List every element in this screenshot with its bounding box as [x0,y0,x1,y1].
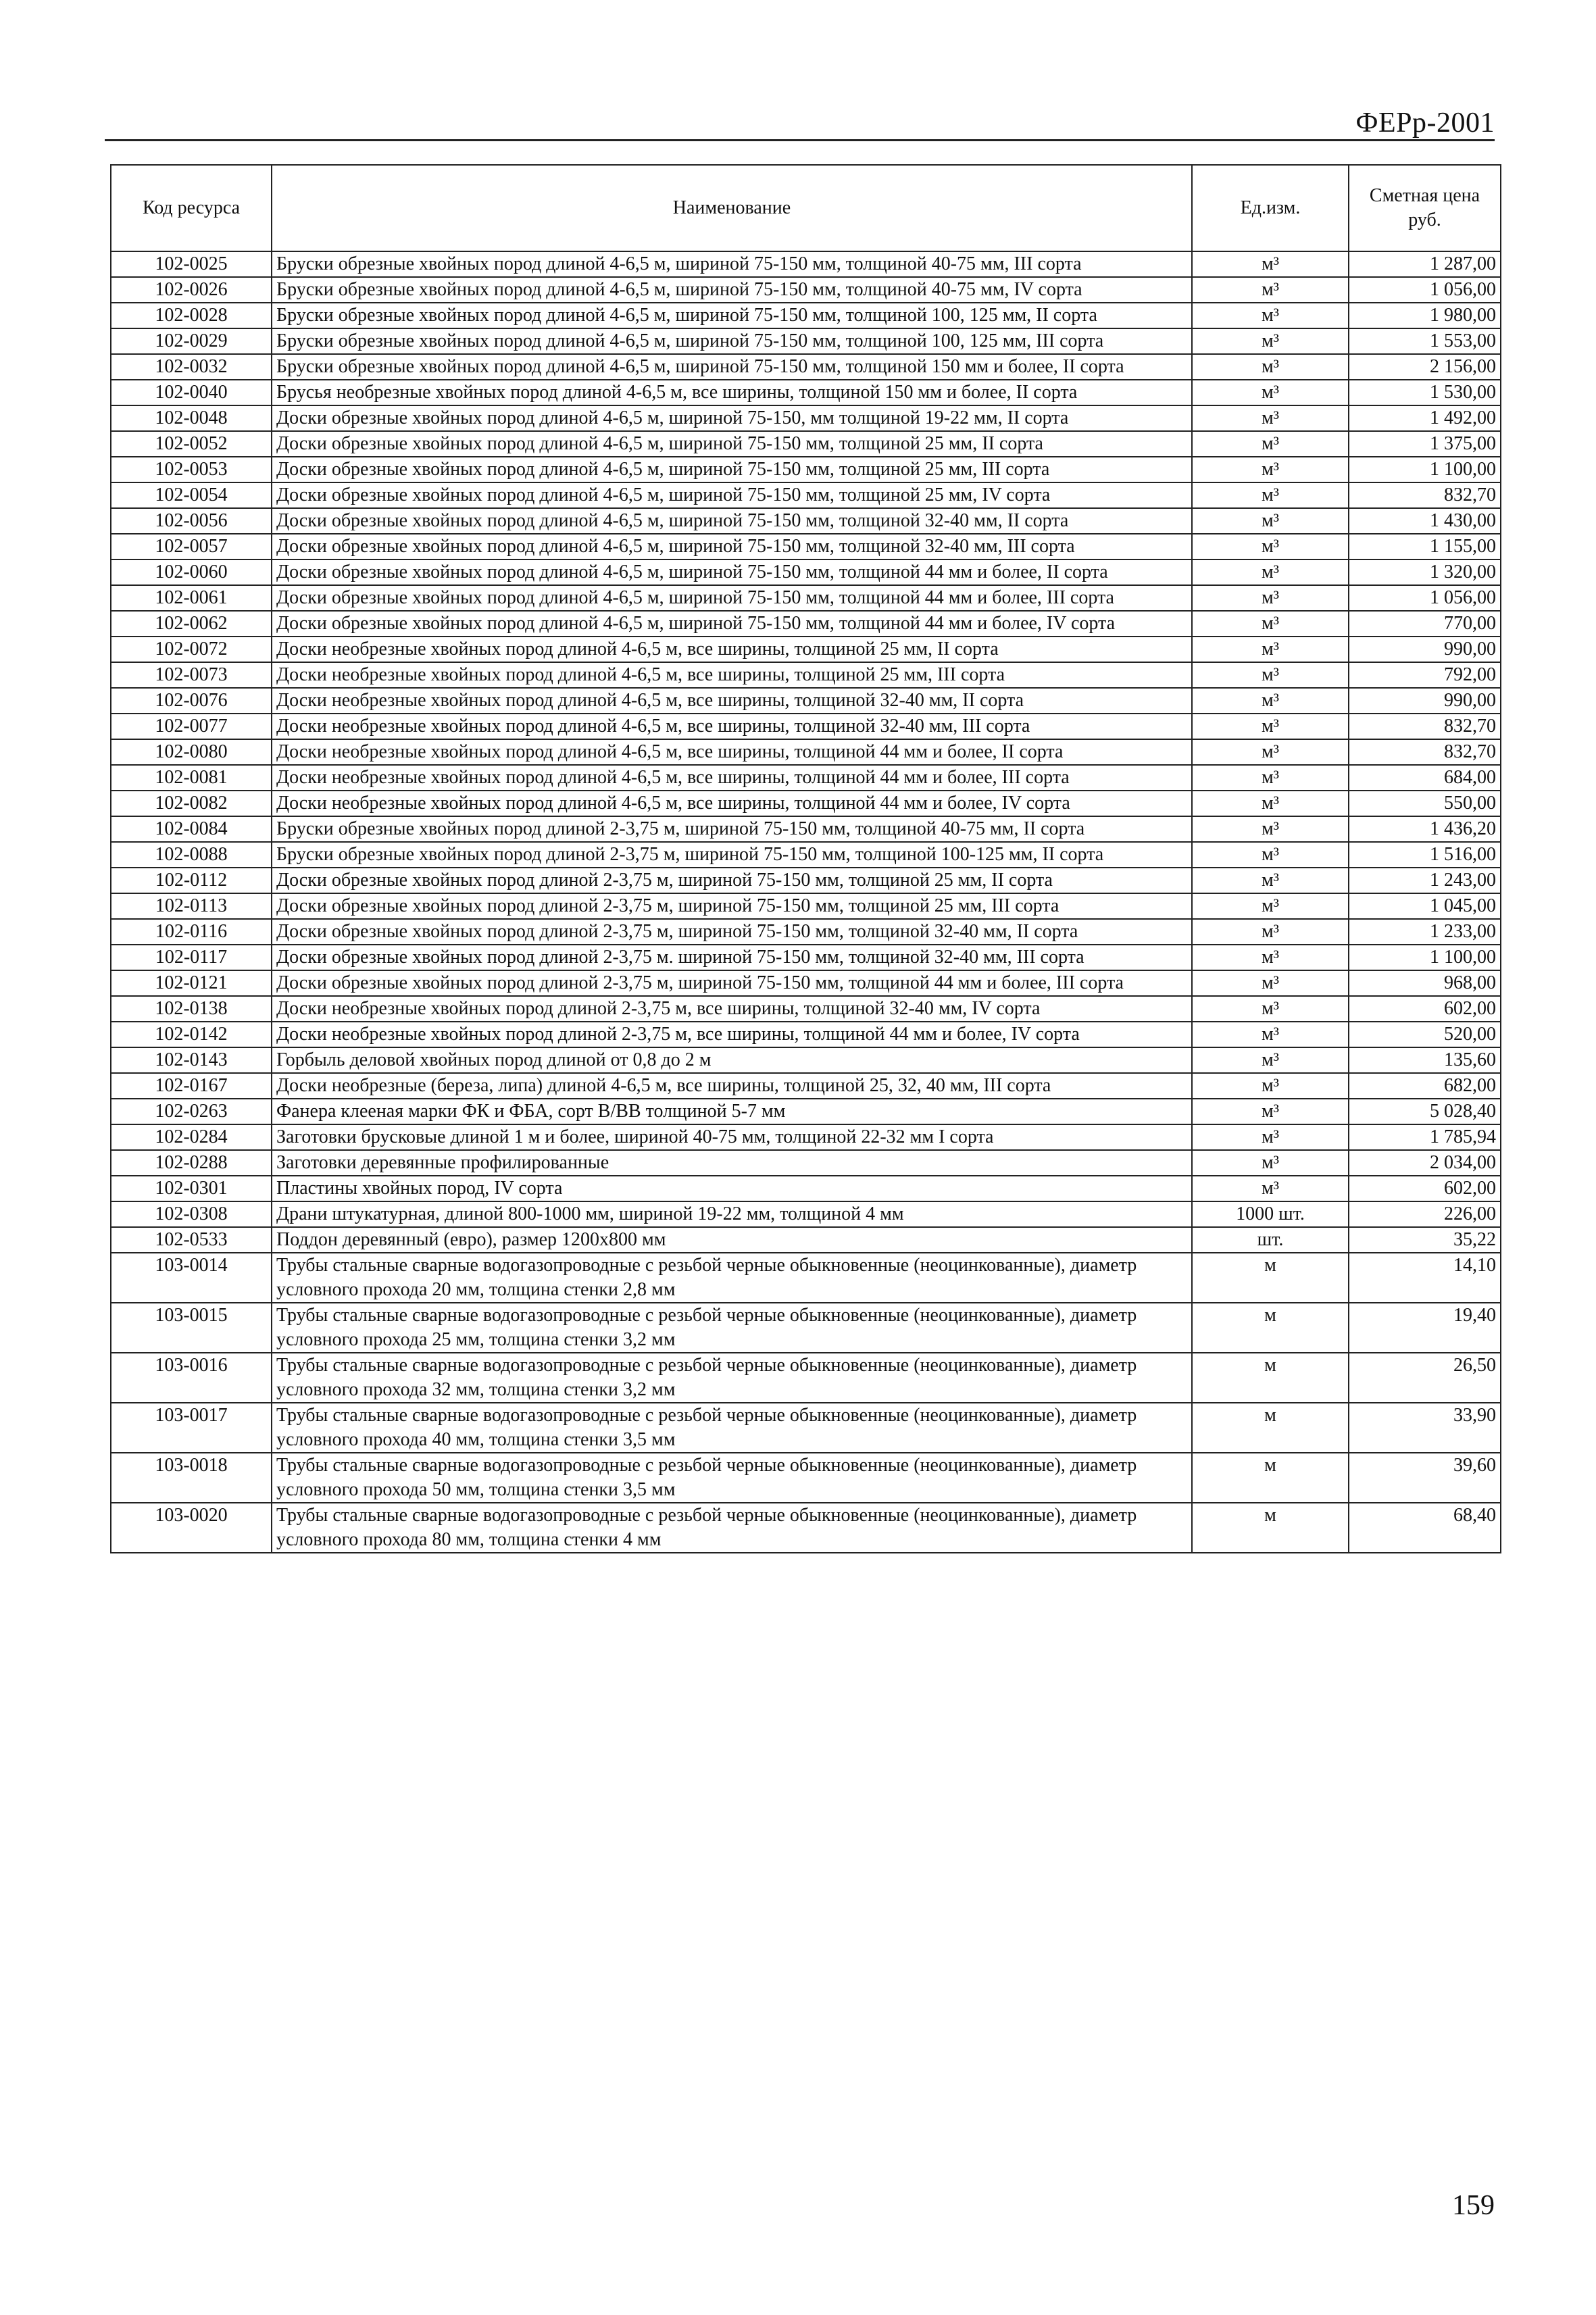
resource-code-cell: 102-0301 [111,1176,272,1201]
resource-code-cell: 103-0014 [111,1253,272,1303]
resource-name-cell: Бруски обрезные хвойных пород длиной 4-6,5 м, шириной 75-150 мм, толщиной 100, 125 мм, II сорта [272,303,1192,328]
unit-cell: м³ [1192,559,1349,585]
unit-cell: м³ [1192,1124,1349,1150]
resource-name-cell: Поддон деревянный (евро), размер 1200х800 мм [272,1227,1192,1253]
price-cell: 1 243,00 [1349,868,1501,893]
resource-code-cell: 102-0057 [111,534,272,559]
table-row [111,945,1501,970]
document-title: ФЕРр-2001 [1355,107,1495,139]
price-cell: 1 100,00 [1349,945,1501,970]
price-cell: 684,00 [1349,765,1501,791]
price-cell: 2 156,00 [1349,354,1501,380]
resource-name-cell: Трубы стальные сварные водогазопроводные с резьбой черные обыкновенные (неоцинкованные), диаметр условного прохода 25 мм, толщина стенки 3,2 мм [272,1303,1192,1353]
resource-code-cell: 102-0142 [111,1022,272,1047]
price-cell: 1 785,94 [1349,1124,1501,1150]
resource-code-cell: 102-0073 [111,662,272,688]
price-cell: 1 430,00 [1349,508,1501,534]
resource-code-cell: 102-0062 [111,611,272,637]
resource-name-cell: Трубы стальные сварные водогазопроводные с резьбой черные обыкновенные (неоцинкованные), диаметр условного прохода 32 мм, толщина стенки 3,2 мм [272,1353,1192,1403]
price-cell: 832,70 [1349,714,1501,739]
resource-name-cell: Бруски обрезные хвойных пород длиной 4-6,5 м, шириной 75-150 мм, толщиной 40-75 мм, IV сорта [272,277,1192,303]
price-cell: 226,00 [1349,1201,1501,1227]
price-cell: 35,22 [1349,1227,1501,1253]
unit-cell: м³ [1192,1099,1349,1124]
table-row [111,816,1501,842]
table-header-row [111,165,1501,251]
resource-name-cell: Брусья необрезные хвойных пород длиной 4-6,5 м, все ширины, толщиной 150 мм и более, II сорта [272,380,1192,405]
price-cell: 1 553,00 [1349,328,1501,354]
column-header-name: Наименование [272,165,1192,251]
table-row [111,868,1501,893]
unit-cell: м³ [1192,611,1349,637]
unit-cell: м³ [1192,380,1349,405]
table-row [111,380,1501,405]
resource-code-cell: 102-0060 [111,559,272,585]
unit-cell: м [1192,1403,1349,1453]
column-header-price: Сметная цена руб. [1349,165,1501,251]
price-cell: 2 034,00 [1349,1150,1501,1176]
price-cell: 68,40 [1349,1503,1501,1553]
price-cell: 1 530,00 [1349,380,1501,405]
table-row [111,1303,1501,1353]
resource-code-cell: 102-0138 [111,996,272,1022]
resource-name-cell: Бруски обрезные хвойных пород длиной 4-6,5 м, шириной 75-150 мм, толщиной 150 мм и более, II сорта [272,354,1192,380]
price-cell: 26,50 [1349,1353,1501,1403]
resource-name-cell: Доски обрезные хвойных пород длиной 4-6,5 м, шириной 75-150 мм, толщиной 44 мм и более, II сорта [272,559,1192,585]
table-row [111,1099,1501,1124]
unit-cell: м³ [1192,868,1349,893]
resource-name-cell: Доски необрезные хвойных пород длиной 4-6,5 м, все ширины, толщиной 25 мм, III сорта [272,662,1192,688]
resource-code-cell: 102-0084 [111,816,272,842]
price-cell: 832,70 [1349,739,1501,765]
unit-cell: м³ [1192,970,1349,996]
table-row [111,1073,1501,1099]
unit-cell: м³ [1192,431,1349,457]
resource-code-cell: 102-0116 [111,919,272,945]
price-cell: 5 028,40 [1349,1099,1501,1124]
resource-code-cell: 102-0263 [111,1099,272,1124]
table-row [111,996,1501,1022]
price-cell: 792,00 [1349,662,1501,688]
unit-cell: м³ [1192,637,1349,662]
table-row [111,662,1501,688]
resource-name-cell: Доски обрезные хвойных пород длиной 4-6,5 м, шириной 75-150 мм, толщиной 32-40 мм, II сорта [272,508,1192,534]
table-row [111,482,1501,508]
unit-cell: шт. [1192,1227,1349,1253]
resource-name-cell: Доски обрезные хвойных пород длиной 4-6,5 м, шириной 75-150 мм, толщиной 44 мм и более, III сорта [272,585,1192,611]
resource-code-cell: 102-0080 [111,739,272,765]
resource-name-cell: Доски необрезные хвойных пород длиной 4-6,5 м, все ширины, толщиной 32-40 мм, II сорта [272,688,1192,714]
price-cell: 14,10 [1349,1253,1501,1303]
table-row [111,637,1501,662]
price-cell: 1 492,00 [1349,405,1501,431]
price-cell: 550,00 [1349,791,1501,816]
resource-name-cell: Бруски обрезные хвойных пород длиной 2-3,75 м, шириной 75-150 мм, толщиной 100-125 мм, II сорта [272,842,1192,868]
unit-cell: м³ [1192,405,1349,431]
resource-code-cell: 102-0052 [111,431,272,457]
unit-cell: м³ [1192,945,1349,970]
unit-cell: м³ [1192,893,1349,919]
unit-cell: м³ [1192,534,1349,559]
unit-cell: м³ [1192,996,1349,1022]
table-row [111,431,1501,457]
table-row [111,585,1501,611]
resource-name-cell: Бруски обрезные хвойных пород длиной 4-6,5 м, шириной 75-150 мм, толщиной 100, 125 мм, III сорта [272,328,1192,354]
resource-name-cell: Доски обрезные хвойных пород длиной 2-3,75 м, шириной 75-150 мм, толщиной 44 мм и более, III сорта [272,970,1192,996]
unit-cell: м³ [1192,791,1349,816]
resource-name-cell: Заготовки брусковые длиной 1 м и более, шириной 40-75 мм, толщиной 22-32 мм I сорта [272,1124,1192,1150]
resource-code-cell: 103-0016 [111,1353,272,1403]
price-cell: 602,00 [1349,1176,1501,1201]
table-row [111,303,1501,328]
resource-code-cell: 102-0112 [111,868,272,893]
resource-code-cell: 102-0053 [111,457,272,482]
resource-code-cell: 102-0113 [111,893,272,919]
unit-cell: м³ [1192,354,1349,380]
resource-code-cell: 102-0308 [111,1201,272,1227]
resource-name-cell: Доски необрезные хвойных пород длиной 2-3,75 м, все ширины, толщиной 44 мм и более, IV сорта [272,1022,1192,1047]
resource-name-cell: Доски обрезные хвойных пород длиной 2-3,75 м, шириной 75-150 мм, толщиной 32-40 мм, II сорта [272,919,1192,945]
resource-code-cell: 102-0040 [111,380,272,405]
table-row [111,688,1501,714]
resource-name-cell: Доски обрезные хвойных пород длиной 4-6,5 м, шириной 75-150 мм, толщиной 25 мм, III сорта [272,457,1192,482]
unit-cell: м³ [1192,457,1349,482]
unit-cell: м³ [1192,739,1349,765]
resource-code-cell: 102-0026 [111,277,272,303]
resource-name-cell: Доски необрезные (береза, липа) длиной 4-6,5 м, все ширины, толщиной 25, 32, 40 мм, III сорта [272,1073,1192,1099]
resource-name-cell: Доски обрезные хвойных пород длиной 2-3,75 м, шириной 75-150 мм, толщиной 25 мм, II сорта [272,868,1192,893]
header-divider [105,139,1495,141]
price-cell: 602,00 [1349,996,1501,1022]
resource-name-cell: Бруски обрезные хвойных пород длиной 4-6,5 м, шириной 75-150 мм, толщиной 40-75 мм, III сорта [272,251,1192,277]
unit-cell: м [1192,1303,1349,1353]
price-cell: 990,00 [1349,637,1501,662]
table-row [111,1403,1501,1453]
resource-name-cell: Горбыль деловой хвойных пород длиной от 0,8 до 2 м [272,1047,1192,1073]
price-cell: 1 375,00 [1349,431,1501,457]
unit-cell: м³ [1192,585,1349,611]
page-header [0,101,1596,142]
price-cell: 1 100,00 [1349,457,1501,482]
table-row [111,611,1501,637]
unit-cell: м³ [1192,328,1349,354]
resource-name-cell: Доски обрезные хвойных пород длиной 2-3,75 м. шириной 75-150 мм, толщиной 32-40 мм, III сорта [272,945,1192,970]
unit-cell: м [1192,1503,1349,1553]
unit-cell: м [1192,1453,1349,1503]
unit-cell: м³ [1192,277,1349,303]
table-row [111,1124,1501,1150]
table-row [111,791,1501,816]
resource-code-cell: 102-0025 [111,251,272,277]
price-cell: 1 436,20 [1349,816,1501,842]
resource-code-cell: 102-0288 [111,1150,272,1176]
unit-cell: м³ [1192,303,1349,328]
column-header-unit: Ед.изм. [1192,165,1349,251]
table-row [111,559,1501,585]
resource-name-cell: Трубы стальные сварные водогазопроводные с резьбой черные обыкновенные (неоцинкованные), диаметр условного прохода 80 мм, толщина стенки 4 мм [272,1503,1192,1553]
price-cell: 1 980,00 [1349,303,1501,328]
resource-name-cell: Фанера клееная марки ФК и ФБА, сорт В/ВВ толщиной 5-7 мм [272,1099,1192,1124]
price-cell: 1 056,00 [1349,585,1501,611]
unit-cell: 1000 шт. [1192,1201,1349,1227]
resource-code-cell: 102-0072 [111,637,272,662]
price-cell: 832,70 [1349,482,1501,508]
price-cell: 1 320,00 [1349,559,1501,585]
unit-cell: м³ [1192,816,1349,842]
unit-cell: м³ [1192,765,1349,791]
resource-code-cell: 102-0088 [111,842,272,868]
resource-name-cell: Доски необрезные хвойных пород длиной 4-6,5 м, все ширины, толщиной 25 мм, II сорта [272,637,1192,662]
unit-cell: м³ [1192,688,1349,714]
resource-name-cell: Драни штукатурная, длиной 800-1000 мм, шириной 19-22 мм, толщиной 4 мм [272,1201,1192,1227]
unit-cell: м³ [1192,662,1349,688]
table-row [111,1201,1501,1227]
resource-name-cell: Доски обрезные хвойных пород длиной 4-6,5 м, шириной 75-150 мм, толщиной 25 мм, IV сорта [272,482,1192,508]
resource-code-cell: 103-0020 [111,1503,272,1553]
table-row [111,1150,1501,1176]
table-row [111,893,1501,919]
resource-name-cell: Доски необрезные хвойных пород длиной 4-6,5 м, все ширины, толщиной 44 мм и более, IV сорта [272,791,1192,816]
resource-name-cell: Доски обрезные хвойных пород длиной 4-6,5 м, шириной 75-150 мм, толщиной 32-40 мм, III сорта [272,534,1192,559]
price-cell: 1 287,00 [1349,251,1501,277]
table-row [111,714,1501,739]
resource-table [110,164,1501,1553]
unit-cell: м³ [1192,251,1349,277]
resource-name-cell: Заготовки деревянные профилированные [272,1150,1192,1176]
table-row [111,970,1501,996]
resource-name-cell: Доски обрезные хвойных пород длиной 4-6,5 м, шириной 75-150, мм толщиной 19-22 мм, II сорта [272,405,1192,431]
unit-cell: м³ [1192,1073,1349,1099]
resource-code-cell: 102-0167 [111,1073,272,1099]
table-row [111,1453,1501,1503]
resource-name-cell: Доски обрезные хвойных пород длиной 2-3,75 м, шириной 75-150 мм, толщиной 25 мм, III сорта [272,893,1192,919]
table-row [111,1047,1501,1073]
price-cell: 968,00 [1349,970,1501,996]
resource-code-cell: 102-0284 [111,1124,272,1150]
resource-code-cell: 102-0028 [111,303,272,328]
table-row [111,251,1501,277]
resource-code-cell: 102-0143 [111,1047,272,1073]
price-cell: 1 516,00 [1349,842,1501,868]
table-row [111,1353,1501,1403]
price-cell: 1 045,00 [1349,893,1501,919]
resource-code-cell: 102-0054 [111,482,272,508]
price-cell: 682,00 [1349,1073,1501,1099]
unit-cell: м³ [1192,482,1349,508]
price-cell: 770,00 [1349,611,1501,637]
table-row [111,508,1501,534]
price-cell: 39,60 [1349,1453,1501,1503]
resource-code-cell: 102-0081 [111,765,272,791]
table-row [111,405,1501,431]
price-cell: 1 155,00 [1349,534,1501,559]
table-row [111,457,1501,482]
table-body [111,251,1501,1553]
table-row [111,1176,1501,1201]
table-row [111,1503,1501,1553]
table-row [111,1227,1501,1253]
price-cell: 990,00 [1349,688,1501,714]
unit-cell: м³ [1192,714,1349,739]
table-row [111,277,1501,303]
table-row [111,354,1501,380]
resource-code-cell: 102-0032 [111,354,272,380]
resource-code-cell: 102-0117 [111,945,272,970]
unit-cell: м³ [1192,842,1349,868]
price-cell: 33,90 [1349,1403,1501,1453]
table-row [111,765,1501,791]
resource-code-cell: 102-0077 [111,714,272,739]
unit-cell: м³ [1192,1150,1349,1176]
resource-name-cell: Доски обрезные хвойных пород длиной 4-6,5 м, шириной 75-150 мм, толщиной 44 мм и более, IV сорта [272,611,1192,637]
column-header-code: Код ресурса [111,165,272,251]
price-cell: 520,00 [1349,1022,1501,1047]
resource-name-cell: Доски обрезные хвойных пород длиной 4-6,5 м, шириной 75-150 мм, толщиной 25 мм, II сорта [272,431,1192,457]
unit-cell: м³ [1192,1047,1349,1073]
resource-name-cell: Доски необрезные хвойных пород длиной 2-3,75 м, все ширины, толщиной 32-40 мм, IV сорта [272,996,1192,1022]
resource-code-cell: 102-0076 [111,688,272,714]
resource-name-cell: Трубы стальные сварные водогазопроводные с резьбой черные обыкновенные (неоцинкованные), диаметр условного прохода 40 мм, толщина стенки 3,5 мм [272,1403,1192,1453]
resource-name-cell: Пластины хвойных пород, IV сорта [272,1176,1192,1201]
unit-cell: м³ [1192,508,1349,534]
table-row [111,919,1501,945]
resource-code-cell: 102-0061 [111,585,272,611]
resource-code-cell: 103-0015 [111,1303,272,1353]
resource-code-cell: 102-0048 [111,405,272,431]
resource-code-cell: 102-0029 [111,328,272,354]
price-cell: 135,60 [1349,1047,1501,1073]
unit-cell: м³ [1192,1176,1349,1201]
resource-name-cell: Доски необрезные хвойных пород длиной 4-6,5 м, все ширины, толщиной 44 мм и более, III сорта [272,765,1192,791]
unit-cell: м [1192,1353,1349,1403]
table-row [111,1253,1501,1303]
resource-code-cell: 103-0018 [111,1453,272,1503]
table-row [111,328,1501,354]
resource-code-cell: 102-0082 [111,791,272,816]
resource-name-cell: Трубы стальные сварные водогазопроводные с резьбой черные обыкновенные (неоцинкованные), диаметр условного прохода 50 мм, толщина стенки 3,5 мм [272,1453,1192,1503]
page-number: 159 [1452,2190,1495,2221]
resource-name-cell: Доски необрезные хвойных пород длиной 4-6,5 м, все ширины, толщиной 32-40 мм, III сорта [272,714,1192,739]
table-row [111,534,1501,559]
resource-code-cell: 102-0533 [111,1227,272,1253]
resource-code-cell: 102-0121 [111,970,272,996]
unit-cell: м [1192,1253,1349,1303]
table-row [111,1022,1501,1047]
unit-cell: м³ [1192,919,1349,945]
price-cell: 19,40 [1349,1303,1501,1353]
resource-code-cell: 102-0056 [111,508,272,534]
resource-name-cell: Бруски обрезные хвойных пород длиной 2-3,75 м, шириной 75-150 мм, толщиной 40-75 мм, II сорта [272,816,1192,842]
unit-cell: м³ [1192,1022,1349,1047]
resource-name-cell: Доски необрезные хвойных пород длиной 4-6,5 м, все ширины, толщиной 44 мм и более, II сорта [272,739,1192,765]
table-row [111,842,1501,868]
price-cell: 1 233,00 [1349,919,1501,945]
resource-code-cell: 103-0017 [111,1403,272,1453]
table-row [111,739,1501,765]
resource-name-cell: Трубы стальные сварные водогазопроводные с резьбой черные обыкновенные (неоцинкованные), диаметр условного прохода 20 мм, толщина стенки 2,8 мм [272,1253,1192,1303]
price-cell: 1 056,00 [1349,277,1501,303]
